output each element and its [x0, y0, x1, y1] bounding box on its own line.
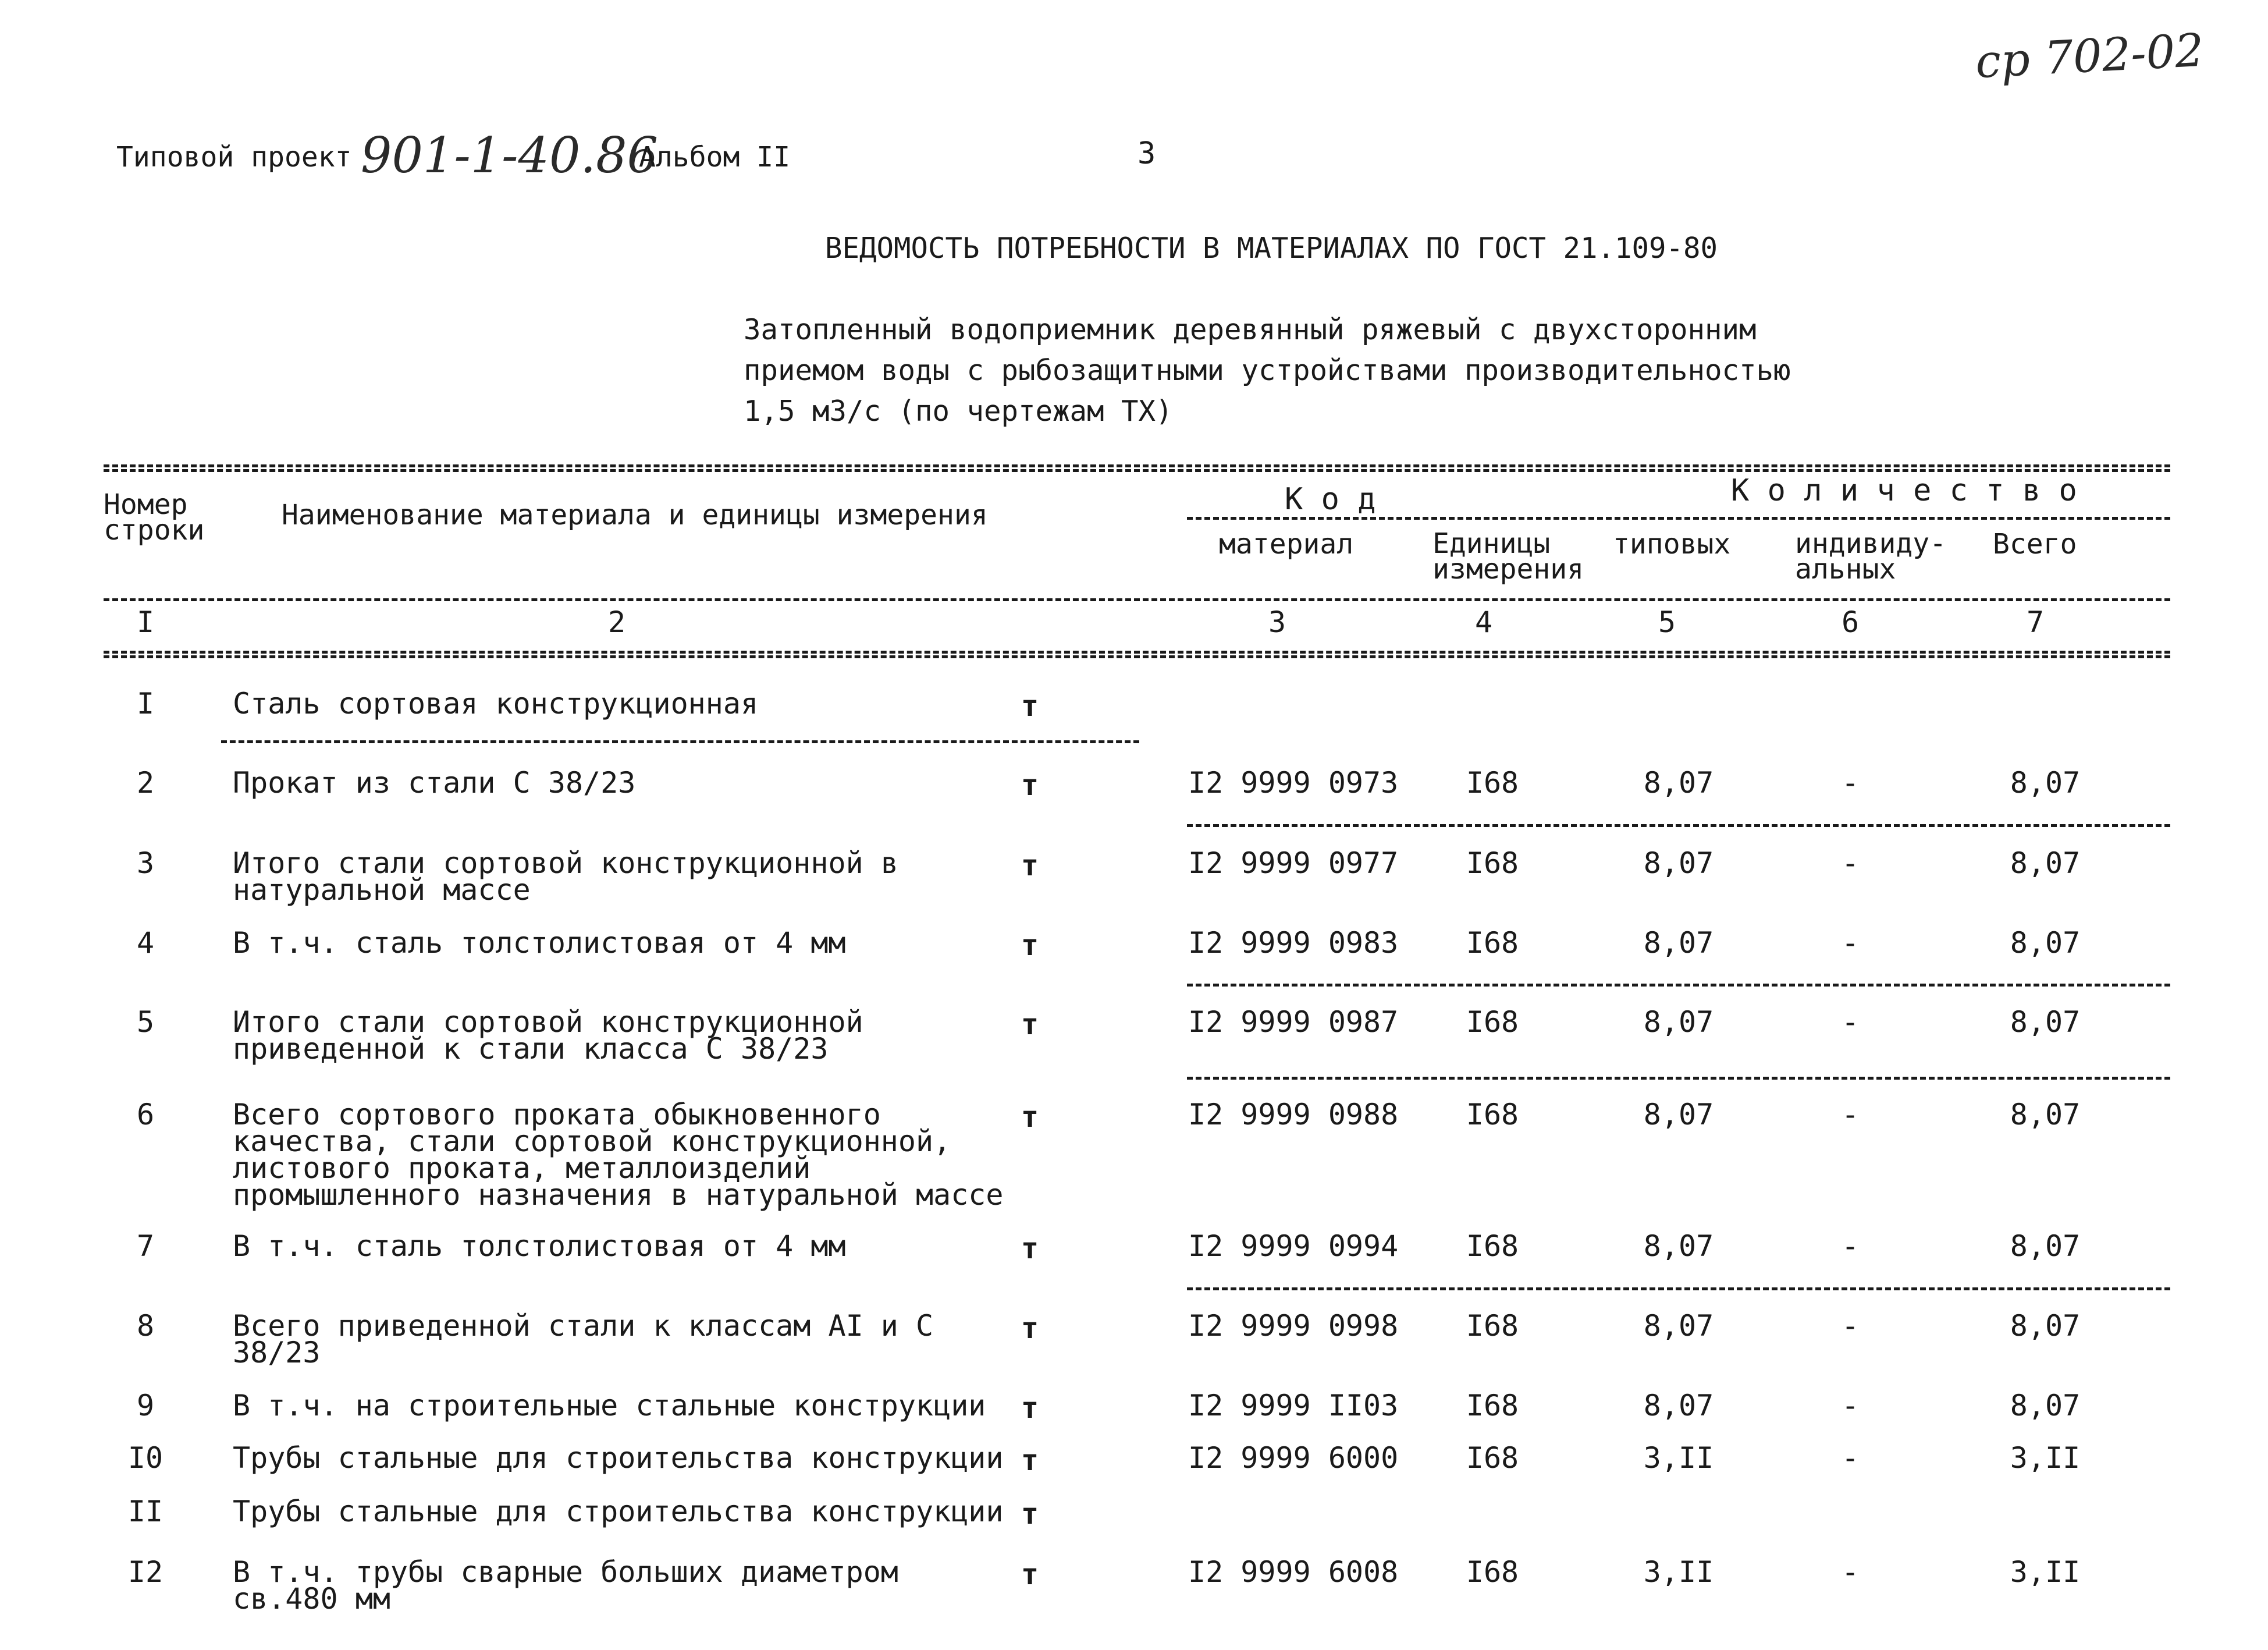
row-rule-3	[1187, 984, 2170, 987]
row-1-unit: т	[1021, 689, 1039, 723]
row-12-num: I2	[127, 1555, 163, 1589]
row-4-total: 8,07	[2010, 926, 2081, 960]
row-4-typical: 8,07	[1643, 926, 1714, 960]
row-5-typical: 8,07	[1643, 1005, 1714, 1039]
row-1-name: Сталь сортовая конструкционная	[233, 687, 759, 721]
row-4-unit: т	[1021, 928, 1039, 962]
subtitle-line-1: Затопленный водоприемник деревянный ряжевый с двухсторонним	[744, 313, 1757, 346]
row-5-individual: -	[1841, 1005, 1860, 1039]
row-7-individual: -	[1841, 1229, 1860, 1263]
album-label: Альбом II	[639, 141, 791, 173]
header-units: Единицы измерения	[1432, 527, 1584, 586]
colnum-bottom-rule-2	[104, 655, 2170, 658]
row-5-code: I2 9999 0987	[1188, 1005, 1399, 1039]
row-10-individual: -	[1841, 1441, 1860, 1475]
row-9-typical: 8,07	[1643, 1389, 1714, 1422]
row-2-measure: I68	[1466, 766, 1519, 800]
row-12-typical: 3,II	[1643, 1555, 1714, 1589]
header-quantity-group: К о л и ч е с т в о	[1731, 473, 2077, 508]
row-2-unit: т	[1021, 768, 1039, 802]
colnum-5: 5	[1658, 605, 1676, 639]
row-4-measure: I68	[1466, 926, 1519, 960]
colnum-4: 4	[1474, 605, 1493, 639]
row-4-individual: -	[1841, 926, 1860, 960]
row-12-code: I2 9999 6008	[1188, 1555, 1399, 1589]
row-3-num: 3	[136, 846, 155, 880]
row-1-num: I	[136, 687, 155, 721]
header-individual: индивиду- альных	[1795, 527, 1947, 586]
document-title: ВЕДОМОСТЬ ПОТРЕБНОСТИ В МАТЕРИАЛАХ ПО ГОСТ 21.109-80	[825, 232, 1718, 265]
row-6-individual: -	[1841, 1098, 1860, 1131]
row-11-num: II	[127, 1495, 163, 1528]
row-7-code: I2 9999 0994	[1188, 1229, 1399, 1263]
row-rule-1	[221, 740, 1139, 743]
row-3-name: Итого стали сортовой конструкционной в натуральной массе	[233, 846, 898, 907]
row-10-measure: I68	[1466, 1441, 1519, 1475]
row-8-name: Всего приведенной стали к классам АI и С 38/23	[233, 1309, 934, 1369]
row-rule-5	[1187, 1287, 2170, 1290]
row-12-individual: -	[1841, 1555, 1860, 1589]
row-10-name: Трубы стальные для строительства конструкции	[233, 1441, 1004, 1475]
subtitle-line-2: приемом воды с рыбозащитными устройствами производительностью	[744, 354, 1791, 387]
row-10-code: I2 9999 6000	[1188, 1441, 1399, 1475]
colnum-7: 7	[2026, 605, 2045, 639]
row-rule-2	[1187, 824, 2170, 827]
row-9-num: 9	[136, 1389, 155, 1422]
page-number: 3	[1137, 136, 1156, 171]
row-9-total: 8,07	[2010, 1389, 2081, 1422]
row-11-unit: т	[1021, 1497, 1039, 1531]
row-3-total: 8,07	[2010, 846, 2081, 880]
row-6-measure: I68	[1466, 1098, 1519, 1131]
row-6-typical: 8,07	[1643, 1098, 1714, 1131]
row-rule-4	[1187, 1077, 2170, 1080]
row-3-measure: I68	[1466, 846, 1519, 880]
row-9-unit: т	[1021, 1391, 1039, 1425]
row-5-name: Итого стали сортовой конструкционной приведенной к стали класса С 38/23	[233, 1005, 863, 1066]
row-8-unit: т	[1021, 1311, 1039, 1345]
colnum-2: 2	[607, 605, 626, 639]
colnum-6: 6	[1841, 605, 1860, 639]
row-12-unit: т	[1021, 1557, 1039, 1591]
colnum-bottom-rule	[104, 651, 2170, 654]
row-2-code: I2 9999 0973	[1188, 766, 1399, 800]
header-material: материал	[1219, 528, 1354, 560]
row-8-total: 8,07	[2010, 1309, 2081, 1343]
row-8-code: I2 9999 0998	[1188, 1309, 1399, 1343]
row-7-num: 7	[136, 1229, 155, 1263]
row-3-unit: т	[1021, 849, 1039, 882]
row-8-typical: 8,07	[1643, 1309, 1714, 1343]
archive-mark: ср 702-02	[1974, 24, 2205, 89]
code-group-rule	[1187, 517, 2170, 520]
colnum-3: 3	[1268, 605, 1286, 639]
row-9-individual: -	[1841, 1389, 1860, 1422]
header-row-number: Номер строки	[104, 488, 205, 547]
row-7-total: 8,07	[2010, 1229, 2081, 1263]
row-6-total: 8,07	[2010, 1098, 2081, 1131]
row-12-name: В т.ч. трубы сварные больших диаметром св.480 мм	[233, 1555, 898, 1616]
row-7-typical: 8,07	[1643, 1229, 1714, 1263]
row-4-code: I2 9999 0983	[1188, 926, 1399, 960]
row-5-measure: I68	[1466, 1005, 1519, 1039]
row-9-measure: I68	[1466, 1389, 1519, 1422]
row-2-name: Прокат из стали С 38/23	[233, 766, 636, 800]
row-9-code: I2 9999 II03	[1188, 1389, 1399, 1422]
row-6-num: 6	[136, 1098, 155, 1131]
row-2-typical: 8,07	[1643, 766, 1714, 800]
project-prefix: Типовой проект	[116, 141, 352, 173]
row-9-name: В т.ч. на строительные стальные конструкции	[233, 1389, 986, 1422]
header-bottom-rule	[104, 598, 2170, 601]
row-3-code: I2 9999 0977	[1188, 846, 1399, 880]
row-2-total: 8,07	[2010, 766, 2081, 800]
row-6-code: I2 9999 0988	[1188, 1098, 1399, 1131]
row-10-total: 3,II	[2010, 1441, 2081, 1475]
header-code-group: К о д	[1285, 482, 1376, 517]
colnum-1: I	[136, 605, 155, 639]
row-8-individual: -	[1841, 1309, 1860, 1343]
row-10-num: I0	[127, 1441, 163, 1475]
row-5-num: 5	[136, 1005, 155, 1039]
header-typical: типовых	[1613, 528, 1731, 560]
header-total: Всего	[1993, 528, 2077, 560]
row-5-unit: т	[1021, 1007, 1039, 1041]
row-8-num: 8	[136, 1309, 155, 1343]
subtitle-line-3: 1,5 м3/с (по чертежам ТХ)	[744, 395, 1173, 428]
row-2-individual: -	[1841, 766, 1860, 800]
row-3-individual: -	[1841, 846, 1860, 880]
row-4-name: В т.ч. сталь толстолистовая от 4 мм	[233, 926, 846, 960]
row-4-num: 4	[136, 926, 155, 960]
row-2-num: 2	[136, 766, 155, 800]
row-12-total: 3,II	[2010, 1555, 2081, 1589]
row-11-name: Трубы стальные для строительства конструкции	[233, 1495, 1004, 1528]
row-6-name: Всего сортового проката обыкновенного качества, стали сортовой конструкционной, листового проката, металлоизделий промышленного назначения в натуральной массе	[233, 1098, 1004, 1212]
row-10-unit: т	[1021, 1443, 1039, 1477]
project-number: 901-1-40.86	[361, 127, 659, 184]
row-12-measure: I68	[1466, 1555, 1519, 1589]
row-7-name: В т.ч. сталь толстолистовая от 4 мм	[233, 1229, 846, 1263]
row-7-measure: I68	[1466, 1229, 1519, 1263]
header-name: Наименование материала и единицы измерения	[282, 499, 988, 531]
row-10-typical: 3,II	[1643, 1441, 1714, 1475]
table-top-rule-2	[104, 469, 2170, 472]
row-6-unit: т	[1021, 1100, 1039, 1134]
row-3-typical: 8,07	[1643, 846, 1714, 880]
table-top-rule	[104, 464, 2170, 467]
row-8-measure: I68	[1466, 1309, 1519, 1343]
row-7-unit: т	[1021, 1232, 1039, 1265]
row-5-total: 8,07	[2010, 1005, 2081, 1039]
